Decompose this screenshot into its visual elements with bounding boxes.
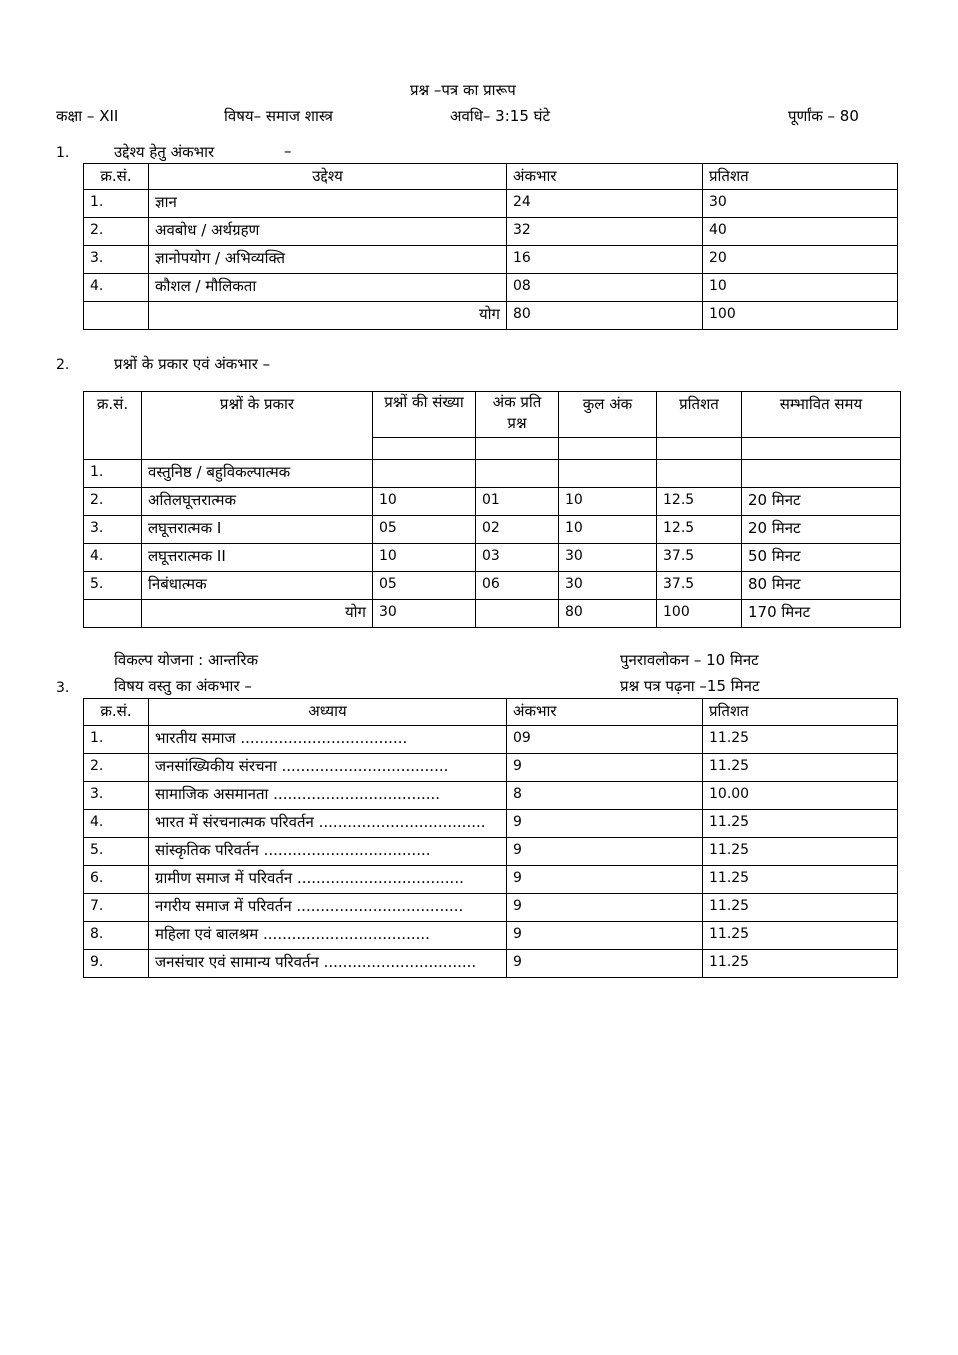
cell: ग्रामीण समाज में परिवर्तन ................................... (149, 866, 507, 894)
cell: 6. (84, 866, 149, 894)
cell: 12.5 (657, 516, 742, 544)
col-header: प्रतिशत (703, 164, 898, 190)
cell: 06 (476, 572, 559, 600)
cell: महिला एवं बालश्रम ................................... (149, 922, 507, 950)
col-header: प्रतिशत (657, 392, 742, 438)
table-total-row (84, 302, 898, 330)
table-row (84, 516, 901, 544)
cell: 10 (703, 274, 898, 302)
col-header: अंक प्रति प्रश्न (476, 392, 559, 438)
cell: सांस्कृतिक परिवर्तन ................................... (149, 838, 507, 866)
cell: 50 मिनट (742, 544, 901, 572)
table-row (84, 922, 898, 950)
cell: 40 (703, 218, 898, 246)
cell: 4. (84, 274, 149, 302)
total-percent: 100 (703, 302, 898, 330)
cell: 24 (507, 190, 703, 218)
cell: 03 (476, 544, 559, 572)
col-header: क्र.सं. (84, 392, 142, 460)
cell: 7. (84, 894, 149, 922)
col-header: प्रतिशत (703, 699, 898, 726)
cell: 9 (507, 754, 703, 782)
table-row (84, 274, 898, 302)
cell: 4. (84, 810, 149, 838)
total-count: 30 (373, 600, 476, 628)
cell: 12.5 (657, 488, 742, 516)
cell: 11.25 (703, 922, 898, 950)
col-header: क्र.सं. (84, 699, 149, 726)
total-per (476, 600, 559, 628)
cell: भारतीय समाज ................................... (149, 726, 507, 754)
cell: वस्तुनिष्ठ / बहुविकल्पात्मक (142, 460, 373, 488)
cell: 9 (507, 866, 703, 894)
cell (84, 600, 142, 628)
total-marks: 80 (559, 600, 657, 628)
table-row (84, 460, 901, 488)
cell (373, 438, 476, 460)
cell: अतिलघूत्तरात्मक (142, 488, 373, 516)
table-row (84, 866, 898, 894)
table-row (84, 754, 898, 782)
cell: 5. (84, 838, 149, 866)
reading-time: प्रश्न पत्र पढ़ना –15 मिनट (620, 677, 760, 695)
cell: 11.25 (703, 726, 898, 754)
cell: 20 मिनट (742, 516, 901, 544)
cell: जनसंचार एवं सामान्य परिवर्तन ................................ (149, 950, 507, 978)
table-header-row (84, 164, 898, 190)
cell: भारत में संरचनात्मक परिवर्तन ................................... (149, 810, 507, 838)
col-header: उद्देश्य (149, 164, 507, 190)
cell: 9 (507, 810, 703, 838)
table-row (84, 190, 898, 218)
section3-number: 3. (56, 680, 70, 696)
col-header: अंकभार (507, 164, 703, 190)
cell: 3. (84, 246, 149, 274)
cell: 9 (507, 922, 703, 950)
cell: 05 (373, 516, 476, 544)
cell (657, 438, 742, 460)
total-percent: 100 (657, 600, 742, 628)
table-row (84, 726, 898, 754)
cell: 9 (507, 894, 703, 922)
cell: 30 (703, 190, 898, 218)
cell: 09 (507, 726, 703, 754)
col-header: क्र.सं. (84, 164, 149, 190)
cell (742, 438, 901, 460)
cell: लघूत्तरात्मक I (142, 516, 373, 544)
cell: 1. (84, 726, 149, 754)
cell: 8 (507, 782, 703, 810)
cell: 37.5 (657, 572, 742, 600)
class-label: कक्षा – XII (56, 107, 119, 125)
cell (476, 438, 559, 460)
table-row (84, 246, 898, 274)
cell: 32 (507, 218, 703, 246)
table-row (84, 572, 901, 600)
section1-heading: उद्देश्य हेतु अंकभार (114, 143, 215, 161)
cell: 5. (84, 572, 142, 600)
cell: 11.25 (703, 838, 898, 866)
cell (373, 460, 476, 488)
table-row (84, 810, 898, 838)
cell: 4. (84, 544, 142, 572)
cell: 9 (507, 838, 703, 866)
content-weightage-table (83, 698, 898, 978)
cell (742, 460, 901, 488)
cell: जनसांख्यिकीय संरचना ................................... (149, 754, 507, 782)
cell: 9 (507, 950, 703, 978)
cell: 02 (476, 516, 559, 544)
page-title: प्रश्न –पत्र का प्रारूप (410, 81, 516, 99)
cell: निबंधात्मक (142, 572, 373, 600)
cell: 8. (84, 922, 149, 950)
option-scheme: विकल्प योजना : आन्तरिक (114, 651, 259, 669)
cell: सामाजिक असमानता ................................... (149, 782, 507, 810)
objective-weightage-table (83, 163, 898, 330)
table-row (84, 544, 901, 572)
table-row (84, 488, 901, 516)
cell: 2. (84, 754, 149, 782)
section2-heading: प्रश्नों के प्रकार एवं अंकभार – (114, 355, 271, 373)
cell: 2. (84, 488, 142, 516)
cell: 1. (84, 190, 149, 218)
question-types-table (83, 391, 901, 628)
cell: ज्ञानोपयोग / अभिव्यक्ति (149, 246, 507, 274)
total-time: 170 मिनट (742, 600, 901, 628)
cell: 11.25 (703, 754, 898, 782)
review-time: पुनरावलोकन – 10 मिनट (620, 651, 759, 669)
cell: 2. (84, 218, 149, 246)
cell: 20 मिनट (742, 488, 901, 516)
col-header: प्रश्नों की संख्या (373, 392, 476, 438)
cell: 10.00 (703, 782, 898, 810)
col-header: सम्भावित समय (742, 392, 901, 438)
total-label: योग (142, 600, 373, 628)
col-header: अंकभार (507, 699, 703, 726)
col-header: प्रश्नों के प्रकार (142, 392, 373, 460)
table-row (84, 838, 898, 866)
subject-label: विषय– समाज शास्त्र (224, 107, 333, 125)
table-row (84, 894, 898, 922)
section3-heading: विषय वस्तु का अंकभार – (114, 677, 252, 695)
col-header: कुल अंक (559, 392, 657, 438)
cell: लघूत्तरात्मक II (142, 544, 373, 572)
total-marks: 80 (507, 302, 703, 330)
cell: 10 (559, 488, 657, 516)
cell: 20 (703, 246, 898, 274)
table-total-row (84, 600, 901, 628)
cell: 11.25 (703, 810, 898, 838)
cell (476, 460, 559, 488)
cell: 3. (84, 782, 149, 810)
cell: 37.5 (657, 544, 742, 572)
duration-label: अवधि– 3:15 घंटे (450, 107, 551, 125)
cell: 08 (507, 274, 703, 302)
cell: 10 (559, 516, 657, 544)
cell (559, 438, 657, 460)
cell: 11.25 (703, 894, 898, 922)
section1-number: 1. (56, 145, 70, 161)
cell: 10 (373, 488, 476, 516)
max-marks-label: पूर्णांक – 80 (788, 107, 859, 125)
table-row (84, 782, 898, 810)
col-header: अध्याय (149, 699, 507, 726)
cell: अवबोध / अर्थग्रहण (149, 218, 507, 246)
cell (84, 302, 149, 330)
cell: नगरीय समाज में परिवर्तन ................................... (149, 894, 507, 922)
cell: 80 मिनट (742, 572, 901, 600)
cell: 16 (507, 246, 703, 274)
cell: कौशल / मौलिकता (149, 274, 507, 302)
table-row (84, 950, 898, 978)
table-header-row (84, 699, 898, 726)
cell: 11.25 (703, 950, 898, 978)
cell: 1. (84, 460, 142, 488)
total-label: योग (149, 302, 507, 330)
cell: 9. (84, 950, 149, 978)
section2-number: 2. (56, 357, 70, 373)
cell: 3. (84, 516, 142, 544)
cell (559, 460, 657, 488)
table-header-row (84, 392, 901, 438)
cell: ज्ञान (149, 190, 507, 218)
cell: 10 (373, 544, 476, 572)
cell: 05 (373, 572, 476, 600)
cell: 01 (476, 488, 559, 516)
section1-dash: – (284, 142, 292, 160)
table-row (84, 218, 898, 246)
cell: 30 (559, 572, 657, 600)
cell: 11.25 (703, 866, 898, 894)
cell (657, 460, 742, 488)
cell: 30 (559, 544, 657, 572)
